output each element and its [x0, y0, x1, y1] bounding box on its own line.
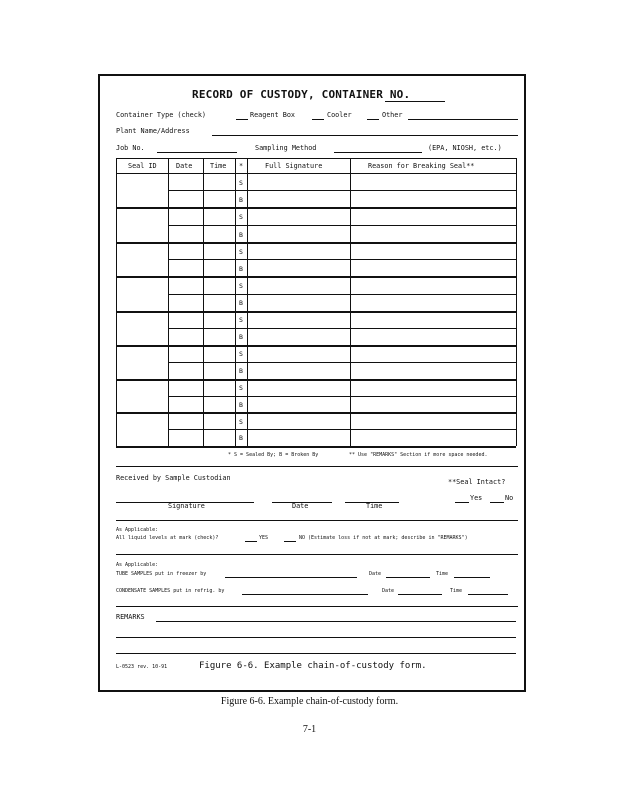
col-type: *	[239, 162, 244, 170]
row-code: S	[239, 248, 243, 256]
row-code: B	[239, 265, 243, 273]
liquid-levels-text: All liquid levels at mark (check)?	[116, 535, 219, 541]
method-note: (EPA, NIOSH, etc.)	[428, 144, 502, 152]
col-date: Date	[176, 162, 193, 170]
col-signature: Full Signature	[265, 162, 323, 170]
col-time: Time	[210, 162, 227, 170]
reagent-box-label: Reagent Box	[250, 111, 296, 119]
row-code: B	[239, 231, 243, 239]
condensate-time-label: Time	[450, 588, 463, 594]
row-code: S	[239, 316, 243, 324]
condensate-time-field[interactable]	[468, 594, 508, 595]
seal-no-label: No	[505, 494, 514, 502]
col-reason: Reason for Breaking Seal**	[368, 162, 475, 170]
container-number-field[interactable]	[385, 101, 445, 102]
liquid-yes-label: YES	[259, 535, 269, 541]
row-code: B	[239, 367, 243, 375]
cooler-check[interactable]	[312, 119, 324, 120]
time-caption: Time	[366, 502, 383, 510]
row-code: S	[239, 179, 243, 187]
section-divider	[116, 466, 518, 467]
row-code: B	[239, 434, 243, 442]
seal-yes-check[interactable]	[455, 502, 469, 503]
as-applicable-2: As Applicable:	[116, 562, 159, 568]
date-caption: Date	[292, 502, 309, 510]
liquid-yes-check[interactable]	[245, 541, 257, 542]
condensate-date-field[interactable]	[398, 594, 442, 595]
form-number: L-0523 rev. 10-91	[116, 664, 168, 670]
liquid-no-text: NO (Estimate loss if not at mark; describe in "REMARKS")	[299, 535, 468, 541]
seal-yes-label: Yes	[470, 494, 483, 502]
section-divider	[116, 606, 518, 607]
other-check[interactable]	[367, 119, 379, 120]
condensate-text: CONDENSATE SAMPLES put in refrig. by	[116, 588, 225, 594]
row-code: S	[239, 384, 243, 392]
row-code: B	[239, 196, 243, 204]
cooler-label: Cooler	[327, 111, 352, 119]
tube-time-label: Time	[436, 571, 449, 577]
form-title: RECORD OF CUSTODY, CONTAINER NO.	[192, 88, 411, 101]
sampling-method-label: Sampling Method	[255, 144, 317, 152]
remarks-line[interactable]	[116, 653, 516, 654]
tube-samples-text: TUBE SAMPLES put in freezer by	[116, 571, 207, 577]
row-code: S	[239, 282, 243, 290]
tube-date-label: Date	[369, 571, 382, 577]
figure-caption: Figure 6-6. Example chain-of-custody form.	[220, 696, 399, 707]
container-type-label: Container Type (check)	[116, 111, 207, 119]
row-code: B	[239, 401, 243, 409]
row-code: B	[239, 299, 243, 307]
row-code: S	[239, 350, 243, 358]
remarks-label: REMARKS	[116, 613, 145, 621]
section-divider	[116, 520, 518, 521]
seal-no-check[interactable]	[490, 502, 504, 503]
remarks-line[interactable]	[156, 621, 516, 622]
row-code: B	[239, 333, 243, 341]
condensate-date-label: Date	[382, 588, 395, 594]
row-code: S	[239, 213, 243, 221]
remarks-line[interactable]	[116, 637, 516, 638]
signature-caption: Signature	[168, 502, 205, 510]
tube-time-field[interactable]	[454, 577, 490, 578]
footnote-remarks: ** Use "REMARKS" Section if more space needed.	[349, 452, 488, 458]
job-label: Job No.	[116, 144, 145, 152]
sampling-method-field[interactable]	[334, 152, 422, 153]
as-applicable-1: As Applicable:	[116, 527, 159, 533]
other-label: Other	[382, 111, 403, 119]
row-code: S	[239, 418, 243, 426]
footnote-sealed-broken: * S = Sealed By; B = Broken By	[228, 452, 319, 458]
received-label: Received by Sample Custodian	[116, 474, 231, 482]
tube-date-field[interactable]	[386, 577, 430, 578]
inner-figure-caption: Figure 6-6. Example chain-of-custody form.	[199, 661, 427, 671]
condensate-by-field[interactable]	[242, 594, 368, 595]
seal-intact-label: **Seal Intact?	[448, 478, 506, 486]
tube-by-field[interactable]	[225, 577, 357, 578]
col-seal-id: Seal ID	[128, 162, 157, 170]
liquid-no-check[interactable]	[284, 541, 296, 542]
section-divider	[116, 554, 518, 555]
plant-label: Plant Name/Address	[116, 127, 190, 135]
page-number: 7-1	[302, 724, 317, 735]
reagent-box-check[interactable]	[236, 119, 248, 120]
job-field[interactable]	[157, 152, 237, 153]
other-field[interactable]	[408, 119, 518, 120]
plant-field[interactable]	[212, 135, 518, 136]
